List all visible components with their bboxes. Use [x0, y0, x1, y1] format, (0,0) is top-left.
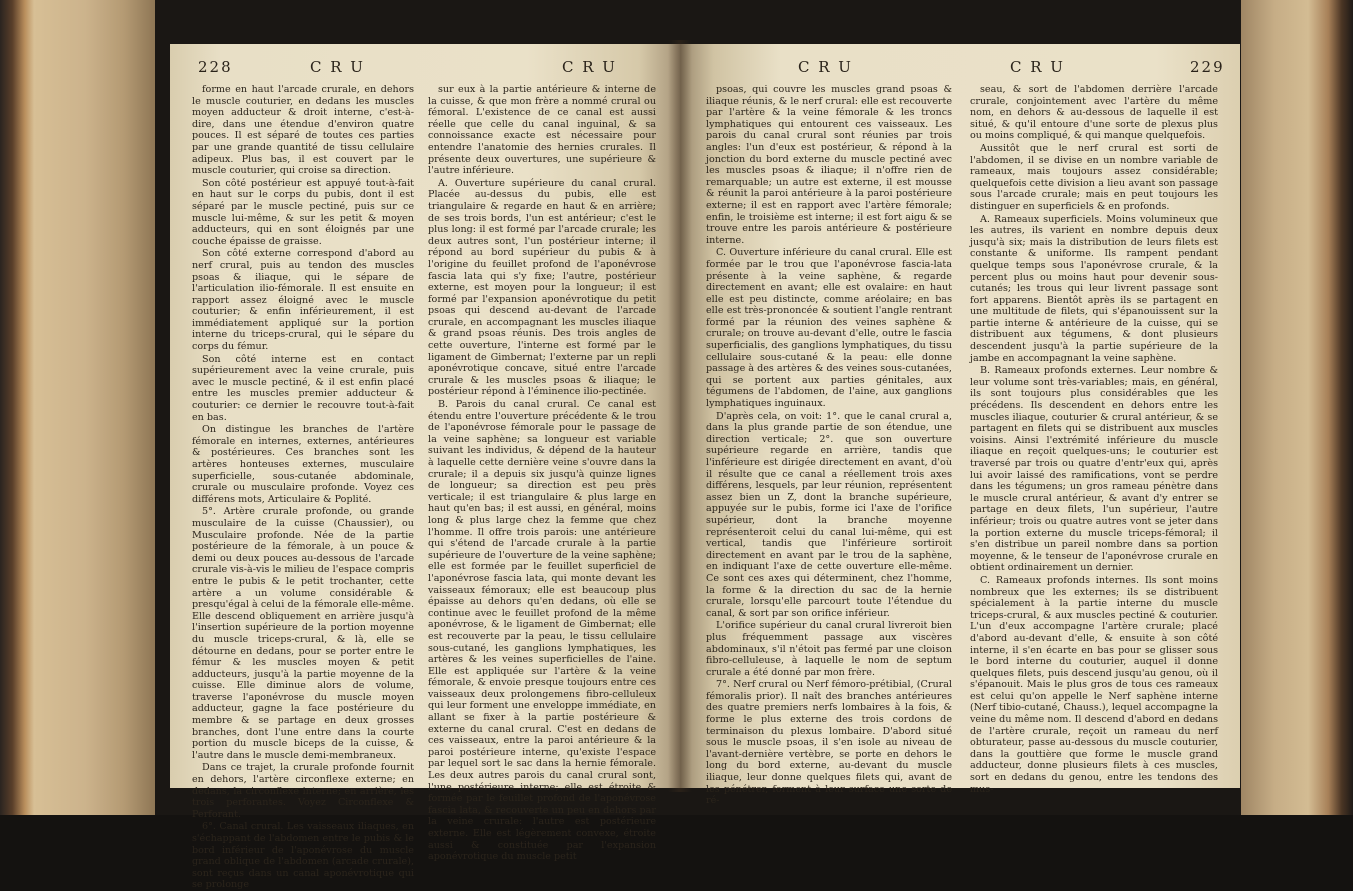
text-paragraph: 6°. Canal crural. Les vaisseaux iliaques, en s'échappant de l'abdomen entre le pubis & le bord inférieur de l'aponévrose du muscle grand oblique de l'abdomen (arcade crurale), sont reçus dans un canal aponévrotique qui se prolonge	[192, 821, 414, 891]
text-paragraph: psoas, qui couvre les muscles grand psoas & iliaque réunis, & le nerf crural: elle est recouverte par l'artère & la veine fémorale & les troncs lymphatiques qui entourent ces vaisseaux. Les parois du canal crural sont réunies par trois angles: l'un d'eux est postérieur, & répond à la jonction du bord externe du muscle pectiné avec les muscles psoas & iliaque; il n'offre rien de remarquable; un autre est externe, il est mousse & réunit la paroi antérieure à la paroi postérieure externe; il est en rapport avec l'artère fémorale; enfin, le troisième est interne; il est fort aigu & se trouve entre les parois antérieure & postérieure interne.	[706, 84, 952, 246]
text-paragraph: C. Ouverture inférieure du canal crural. Elle est formée par le trou que l'aponévrose fascia-lata présente à la veine saphène, & regarde directement en avant; elle est ovalaire: en haut elle est peu distincte, comme aréolaire; en bas elle est très-prononcée & soutient l'angle rentrant formé par la réunion des veines saphène & crurale; on trouve au-devant d'elle, outre le fascia superficialis, des ganglions lymphatiques, du tissu cellulaire sous-cutané & la peau: elle donne passage à des artères & des veines sous-cutanées, qui se portent aux parties génitales, aux tégumens de l'abdomen, de l'aine, aux ganglions lymphatiques inguinaux.	[706, 247, 952, 410]
text-paragraph: Son côté externe correspond d'abord au nerf crural, puis au tendon des muscles psoas & iliaque, qui le sépare de l'articulation ilio-fémorale. Il est ensuite en rapport assez éloigné avec le muscle couturier; & enfin inférieurement, il est immédiatement appliqué sur la portion interne du triceps-crural, qui le sépare du corps du fémur.	[192, 248, 414, 353]
text-paragraph: C. Rameaux profonds internes. Ils sont moins nombreux que les externes; ils se distribuent spécialement à la partie interne du muscle triceps-crural, & aux muscles pectiné & couturier. L'un d'eux accompagne l'artère crurale; placé d'abord au-devant d'elle, & ensuite à son côté interne, il s'en écarte en bas pour se glisser sous le bord interne du couturier, auquel il donne quelques filets, puis descend jusqu'au genou, où il s'épanouit. Mais le plus gros de tous ces rameaux est celui qu'on appelle le Nerf saphène interne (Nerf tibio-cutané, Chauss.), lequel accompagne la veine du même nom. Il descend d'abord en dedans de l'artère crurale, reçoit un rameau du nerf obturateur, passe au-dessous du muscle couturier, dans la gouttière que forme le muscle grand adducteur, donne plusieurs filets à ces muscles, sort en dedans du genou, entre les tendons des mus-	[970, 574, 1218, 795]
text-paragraph: seau, & sort de l'abdomen derrière l'arcade crurale, conjointement avec l'artère du même nom, en dehors & au-dessous de laquelle il est situé, & qu'il entoure d'une sorte de plexus plus ou moins compliqué, & qui manque quelquefois.	[970, 84, 1218, 142]
right-page-stack-edge	[1241, 0, 1353, 815]
right-page-column-2	[970, 84, 1218, 795]
text-paragraph: 5°. Artère crurale profonde, ou grande musculaire de la cuisse (Chaussier), ou Musculaire profonde. Née de la partie postérieure de la fémorale, à un pouce & demi ou deux pouces au-dessous de l'arcade crurale vis-à-vis le milieu de l'espace compris entre le pubis & le petit trochanter, cette artère a un volume considérable & presqu'égal à celui de la fémorale elle-même. Elle descend obliquement en arrière jusqu'à l'insertion supérieure de la portion moyenne du muscle triceps-crural, & là, elle se détourne en dedans, pour se porter entre le fémur & les muscles moyen & petit adducteurs, jusqu'à la partie moyenne de la cuisse. Elle diminue alors de volume, traverse l'aponévrose du muscle moyen adducteur, gagne la face postérieure du membre & se partage en deux grosses branches, dont l'une entre dans la courte portion du muscle biceps de la cuisse, & l'autre dans le muscle demi-membraneux.	[192, 506, 414, 761]
text-paragraph: Aussitôt que le nerf crural est sorti de l'abdomen, il se divise en un nombre variable de rameaux, mais toujours assez considérable; quelquefois cette division a lieu avant son passage sous l'arcade crurale; mais en peut toujours les distinguer en superficiels & en profonds.	[970, 142, 1218, 212]
text-paragraph: L'orifice supérieur du canal crural livreroit bien plus fréquemment passage aux viscères abdominaux, s'il n'étoit pas fermé par une cloison fibro-celluleuse, à laquelle le nom de septum crurale a été donné par mon frère.	[706, 620, 952, 678]
text-paragraph: B. Rameaux profonds externes. Leur nombre & leur volume sont très-variables; mais, en général, ils sont toujours plus considérables que les précédens. Ils descendent en dehors entre les muscles iliaque, couturier & crural antérieur, & se partagent en filets qui se distribuent aux muscles voisins. Ainsi l'extrémité inférieure du muscle iliaque en reçoit quelques-uns; le couturier est traversé par trois ou quatre d'entr'eux qui, après lui avoir laissé des ramifications, vont se perdre dans les tégumens; un gros rameau pénètre dans le muscle crural antérieur, & avant d'y entrer se partage en deux filets, l'un supérieur, l'autre inférieur; trois ou quatre autres vont se jeter dans la portion externe du muscle triceps-fémoral; il s'en distribue un pareil nombre dans sa portion moyenne, & le tenseur de l'aponévrose crurale en obtient ordinairement un dernier.	[970, 365, 1218, 574]
right-page-number: 229	[1190, 58, 1225, 76]
right-page	[680, 44, 1240, 807]
text-paragraph: 7°. Nerf crural ou Nerf fémoro-prétibial, (Crural fémoralis prior). Il naît des branches antérieures des quatre premiers nerfs lombaires à la fois, & forme le plus externe des trois cordons de terminaison du plexus lombaire. D'abord situé sous le muscle psoas, il s'en isole au niveau de l'avant-dernière vertèbre, se porte en dehors le long du bord externe, au-devant du muscle iliaque, leur donne quelques filets qui, avant de les pénétrer, forment à leur surface une sorte de ré-	[706, 679, 952, 807]
book-gutter	[668, 40, 692, 792]
left-running-head-inner: C R U	[562, 58, 617, 76]
text-paragraph: Son côté interne est en contact supérieurement avec la veine crurale, puis avec le muscle pectiné, & il est enfin placé entre les muscles premier adducteur & couturier: ce dernier le recouvre tout-à-fait en bas.	[192, 353, 414, 423]
left-page-stack-edge	[0, 0, 155, 815]
right-running-head-outer: C R U	[1010, 58, 1065, 76]
left-page-column-1	[192, 84, 414, 891]
left-page-column-2	[428, 84, 656, 863]
right-running-head-inner: C R U	[798, 58, 853, 76]
text-paragraph: Son côté postérieur est appuyé tout-à-fait en haut sur le corps du pubis, dont il est séparé par le muscle pectiné, puis sur ce muscle lui-même, & sur les petit & moyen adducteurs, qui en sont éloignés par une couche épaisse de graisse.	[192, 177, 414, 247]
right-page-column-1	[706, 84, 952, 807]
left-page-number: 228	[198, 58, 233, 76]
text-paragraph: sur eux à la partie antérieure & interne de la cuisse, & que mon frère a nommé crural ou fémoral. L'existence de ce canal est aussi réelle que celle du canal inguinal, & sa connoissance exacte est nécessaire pour entendre l'anatomie des hernies crurales. Il présente deux ouvertures, une supérieure & l'autre inférieure.	[428, 84, 656, 177]
text-paragraph: D'après cela, on voit: 1°. que le canal crural a, dans la plus grande partie de son étendue, une direction verticale; 2°. que son ouverture supérieure regarde en arrière, tandis que l'inférieure est dirigée directement en avant, d'où il résulte que ce canal a réellement trois axes différens, lesquels, par leur réunion, représentent assez bien un Z, dont la branche supérieure, appuyée sur le pubis, forme ici l'axe de l'orifice supérieur, dont la branche moyenne représenteroit celui du canal lui-même, qui est vertical, tandis que l'inférieure sortiroit directement en avant par le trou de la saphène, en indiquant l'axe de cette ouverture elle-même. Ce sont ces axes qui déterminent, chez l'homme, la forme & la direction du sac de la hernie crurale, lorsqu'elle parcourt toute l'étendue du canal, & sort par son orifice inférieur.	[706, 410, 952, 619]
text-paragraph: Dans ce trajet, la crurale profonde fournit en dehors, l'artère circonflexe externe; en dedans, la circonflexe interne; en arrière, les trois perforantes. Voyez Circonflexe & Perforant.	[192, 762, 414, 820]
text-paragraph: On distingue les branches de l'artère fémorale en internes, externes, antérieures & postérieures. Ces branches sont les artères honteuses externes, musculaire superficielle, sous-cutanée abdominale, crurale ou musculaire profonde. Voyez ces différens mots, Articulaire & Poplité.	[192, 424, 414, 505]
text-paragraph: A. Ouverture supérieure du canal crural. Placée au-dessus du pubis, elle est triangulaire & regarde en haut & en arrière; de ses trois bords, l'un est antérieur; c'est le plus long: il est formé par l'arcade crurale; les deux autres sont, l'un postérieur interne; il répond au bord supérieur du pubis & à l'origine du feuillet profond de l'aponévrose fascia lata qui s'y fixe; l'autre, postérieur externe, est moyen pour la longueur; il est formé par l'expansion aponévrotique du petit psoas qui descend au-devant de l'arcade crurale, en accompagnant les muscles iliaque & grand psoas réunis. Des trois angles de cette ouverture, l'interne est formé par le ligament de Gimbernat; l'externe par un repli aponévrotique concave, situé entre l'arcade crurale & les muscles psoas & iliaque; le postérieur répond à l'éminence ilio-pectinée.	[428, 177, 656, 398]
left-page	[170, 44, 680, 891]
left-running-head-outer: C R U	[310, 58, 365, 76]
left-page-header	[170, 58, 680, 80]
text-paragraph: B. Parois du canal crural. Ce canal est étendu entre l'ouverture précédente & le trou de l'aponévrose fémorale pour le passage de la veine saphène; sa longueur est variable suivant les individus, & dépend de la hauteur à laquelle cette dernière veine s'ouvre dans la crurale; il a depuis six jusqu'à quinze lignes de longueur; sa direction est peu près verticale; il est triangulaire & plus large en haut qu'en bas; il est aussi, en général, moins long & plus large chez la femme que chez l'homme. Il offre trois parois: une antérieure qui s'étend de l'arcade crurale à la partie supérieure de l'ouverture de la veine saphène; elle est formée par le feuillet superficiel de l'aponévrose fascia lata, qui monte devant les vaisseaux fémoraux; elle est beaucoup plus épaisse au dehors qu'en dedans, où elle se continue avec le feuillet profond de la même aponévrose, & le ligament de Gimbernat; elle est recouverte par la peau, le tissu cellulaire sous-cutané, les ganglions lymphatiques, les artères & les veines superficielles de l'aine. Elle est appliquée sur l'artère & la veine fémorale, & envoie presque toujours entre ces vaisseaux deux prolongemens fibro-celluleux qui leur forment une enveloppe immédiate, en allant se fixer à la partie postérieure & externe du canal crural. C'est en dedans de ces vaisseaux, entre la paroi antérieure & la paroi postérieure interne, qu'existe l'espace par lequel sort le sac dans la hernie fémorale. Les deux autres parois du canal crural sont, l'une postérieure interne; elle est étroite & formée par le feuillet profond de l'aponévrose fascia lata, & recouverte un peu en dehors par la veine crurale: l'autre est postérieure externe. Elle est légèrement convexe, étroite aussi & constituée par l'expansion aponévrotique du muscle petit	[428, 399, 656, 863]
right-page-header	[680, 58, 1240, 80]
text-paragraph: A. Rameaux superficiels. Moins volumineux que les autres, ils varient en nombre depuis deux jusqu'à six; mais la distribution de leurs filets est constante & uniforme. Ils rampent pendant quelque temps sous l'aponévrose crurale, & la percent plus ou moins haut pour devenir sous-cutanés; les trous qui leur livrent passage sont fort apparens. Bientôt après ils se partagent en une multitude de filets, qui s'épanouissent sur la partie interne & antérieure de la cuisse, qui se distribuent aux tégumens, & dont plusieurs descendent jusqu'à la partie supérieure de la jambe en accompagnant la veine saphène.	[970, 213, 1218, 364]
text-paragraph: forme en haut l'arcade crurale, en dehors le muscle couturier, en dedans les muscles moyen adducteur & droit interne, c'est-à-dire, dans une étendue d'environ quatre pouces. Il est séparé de toutes ces parties par une grande quantité de tissu cellulaire adipeux. Plus bas, il est couvert par le muscle couturier, qui croise sa direction.	[192, 84, 414, 177]
